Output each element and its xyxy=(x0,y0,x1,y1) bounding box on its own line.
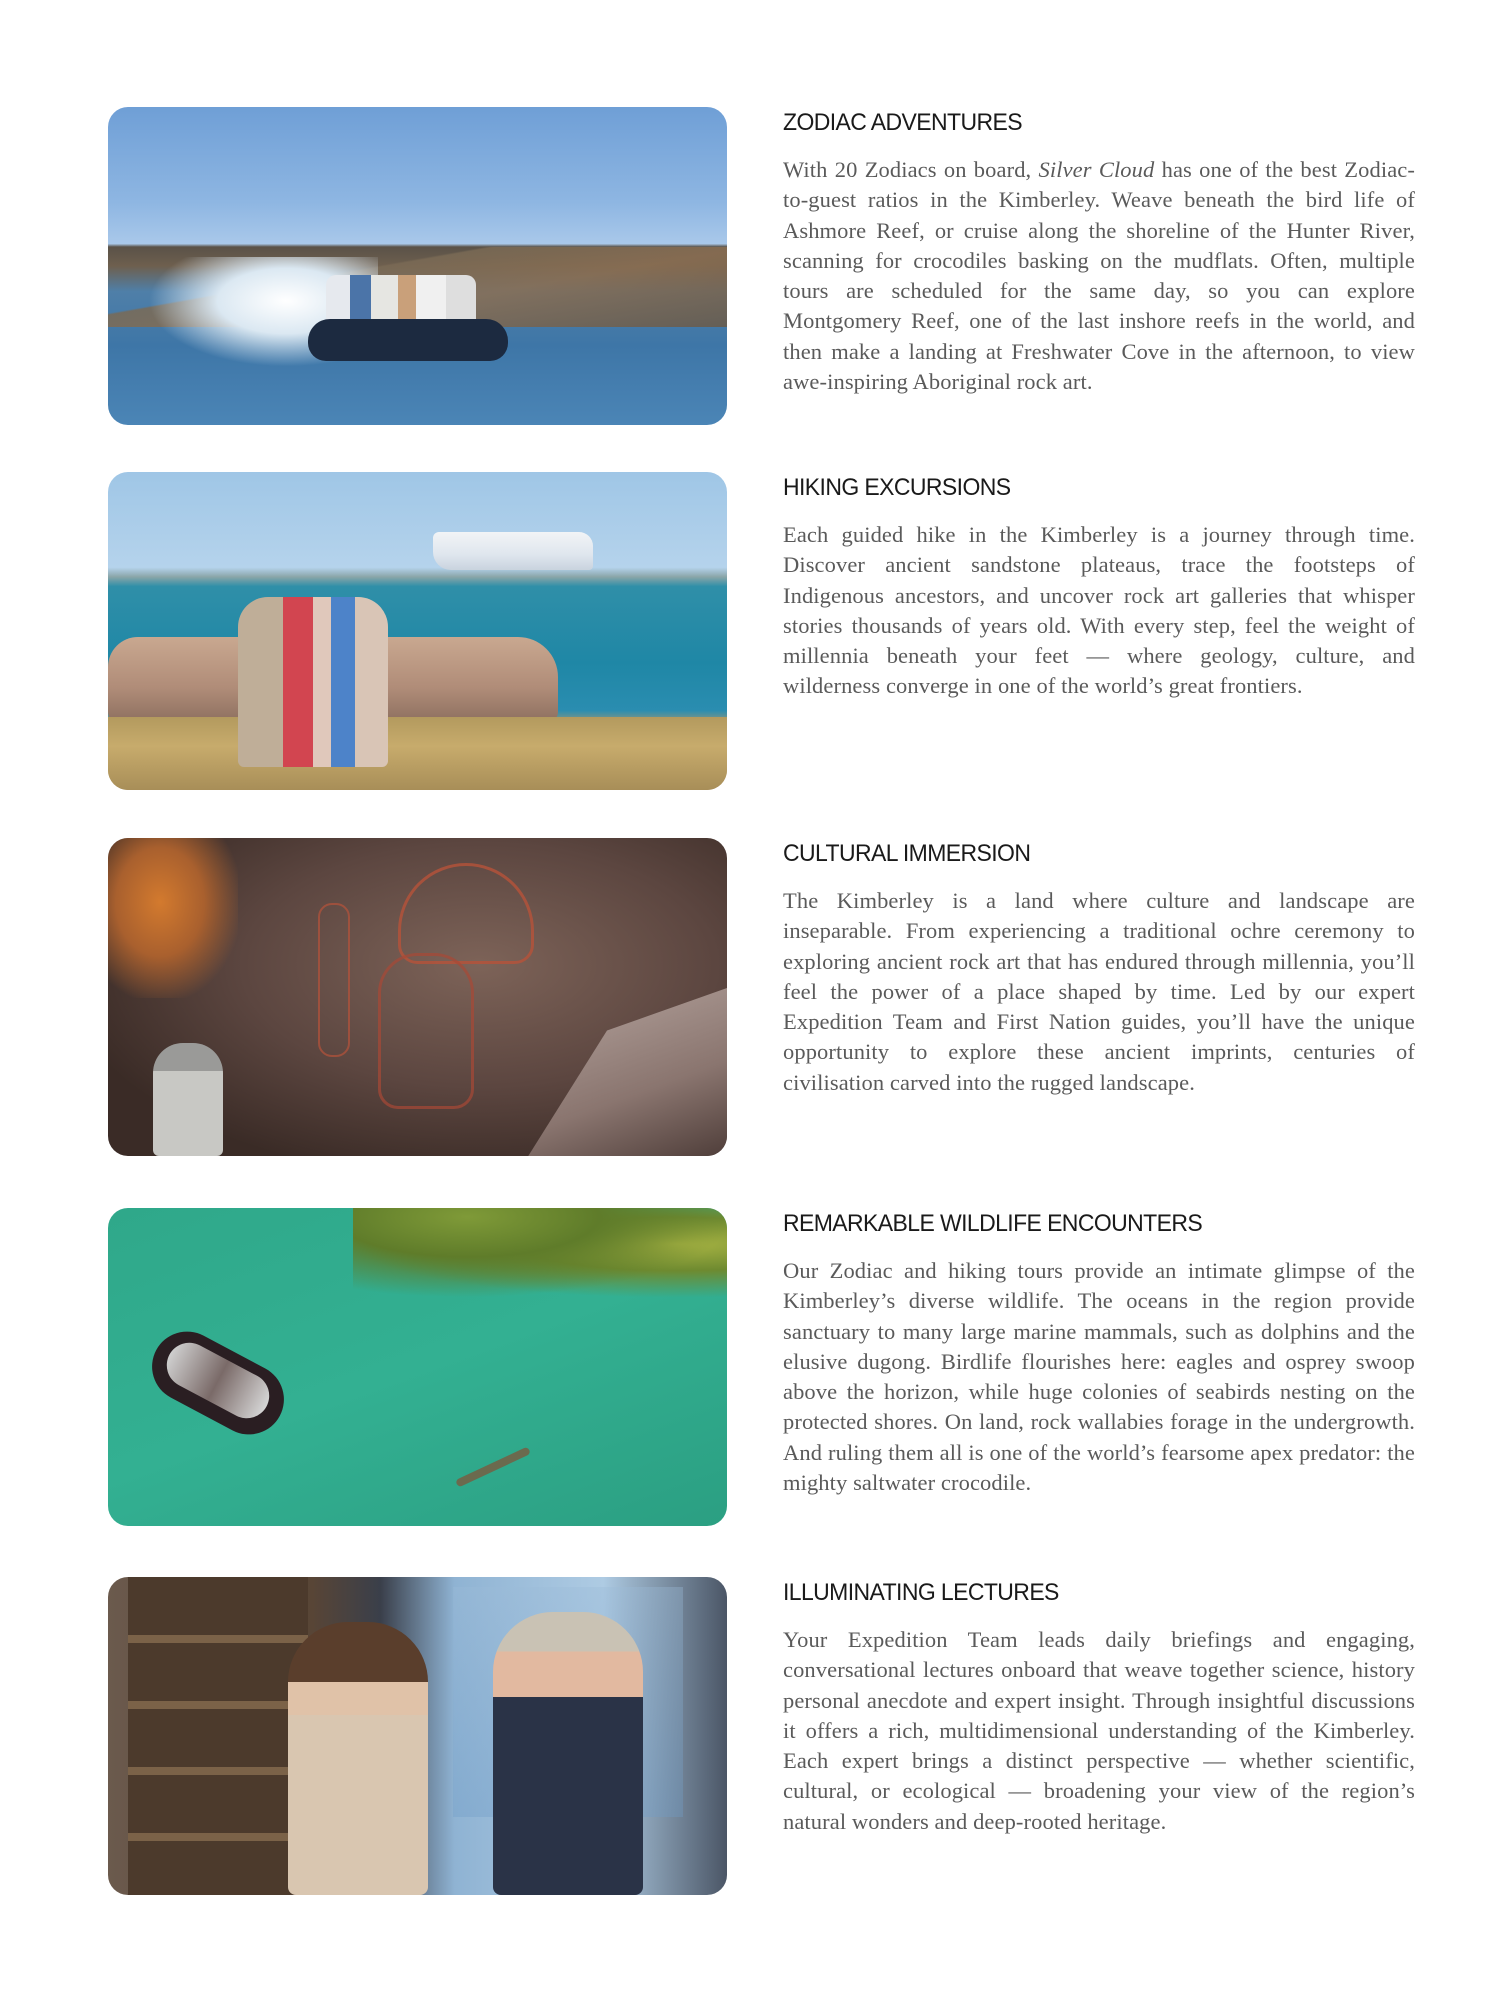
text-column xyxy=(783,472,1415,702)
woman-shape xyxy=(288,1622,428,1895)
section-heading: HIKING EXCURSIONS xyxy=(783,473,1011,501)
hikers-shape xyxy=(238,597,388,767)
hiking-photo xyxy=(108,472,727,790)
section-heading: ILLUMINATING LECTURES xyxy=(783,1578,1059,1606)
section-body: Your Expedition Team leads daily briefings and engaging, conversational lectures onboard that weave together science, history personal anecdote and expert insight. Through insightful discussions it offers a rich, multidimensional understanding of the Kimberley. Each expert brings a distinct perspective — whether scientific, cultural, or ecological — broadening your view of the region’s natural wonders and deep-rooted heritage. xyxy=(783,1627,1415,1834)
text-column xyxy=(783,1577,1415,1837)
section-body: The Kimberley is a land where culture and landscape are inseparable. From experiencing a traditional ochre ceremony to exploring ancient rock art that has endured through millennia, you’ll feel the power of a place shaped by time. Led by our expert Expedition Team and First Nation guides, you’ll have the unique opportunity to explore these ancient imprints, centuries of civilisation carved into the rugged landscape. xyxy=(783,888,1415,1095)
section-body xyxy=(783,155,1415,397)
mangrove-shape xyxy=(353,1208,727,1298)
rock-art-figure-shape xyxy=(318,903,350,1057)
bookshelf-shape xyxy=(128,1577,308,1895)
body-text: With 20 Zodiacs on board, xyxy=(783,157,1039,182)
rock-art-photo xyxy=(108,838,727,1156)
rock-art-figure-shape xyxy=(378,953,474,1109)
cruise-ship-shape xyxy=(433,532,593,570)
section-heading: REMARKABLE WILDLIFE ENCOUNTERS xyxy=(783,1209,1203,1237)
ship-name: Silver Cloud xyxy=(1038,157,1155,182)
zodiac-photo xyxy=(108,107,727,425)
man-shape xyxy=(493,1612,643,1895)
zodiac-boat-shape xyxy=(308,319,508,361)
section-body: Our Zodiac and hiking tours provide an intimate glimpse of the Kimberley’s diverse wildlife. The oceans in the region provide sanctuary to many large marine mammals, such as dolphins and the elusive dugong. Birdlife flourishes here: eagles and osprey swoop above the horizon, while huge colonies of seabirds nesting on the protected shores. On land, rock wallabies forage in the undergrowth. And ruling them all is one of the world’s fearsome apex predator: the mighty saltwater crocodile. xyxy=(783,1258,1415,1496)
guide-shape xyxy=(153,1043,223,1156)
rock-art-headdress-shape xyxy=(398,863,534,964)
text-column xyxy=(783,1208,1415,1498)
wildlife-photo xyxy=(108,1208,727,1526)
section-heading: ZODIAC ADVENTURES xyxy=(783,108,1023,136)
text-column xyxy=(783,107,1415,397)
lectures-photo xyxy=(108,1577,727,1895)
ochre-rock-shape xyxy=(108,838,238,998)
crocodile-shape xyxy=(455,1446,531,1487)
section-body: Each guided hike in the Kimberley is a journey through time. Discover ancient sandstone plateaus, trace the footsteps of Indigenous ancestors, and uncover rock art galleries that whisper stories thousands of years old. With every step, feel the weight of millennia beneath your feet — where geology, culture, and wilderness converge in one of the world’s great frontiers. xyxy=(783,522,1415,699)
text-column xyxy=(783,838,1415,1098)
section-heading: CULTURAL IMMERSION xyxy=(783,839,1031,867)
rock-ledge-shape xyxy=(527,988,727,1156)
body-text: has one of the best Zodiac-to-guest ratios in the Kimberley. Weave beneath the bird life of Ashmore Reef, or cruise along the shoreline of the Hunter River, scanning for crocodiles basking on the mudflats. Often, multiple tours are scheduled for the same day, so you can explore Montgomery Reef, one of the last inshore reefs in the world, and then make a landing at Freshwater Cove in the afternoon, to view awe-inspiring Aboriginal rock art. xyxy=(783,157,1415,395)
grass-shape xyxy=(108,717,727,790)
